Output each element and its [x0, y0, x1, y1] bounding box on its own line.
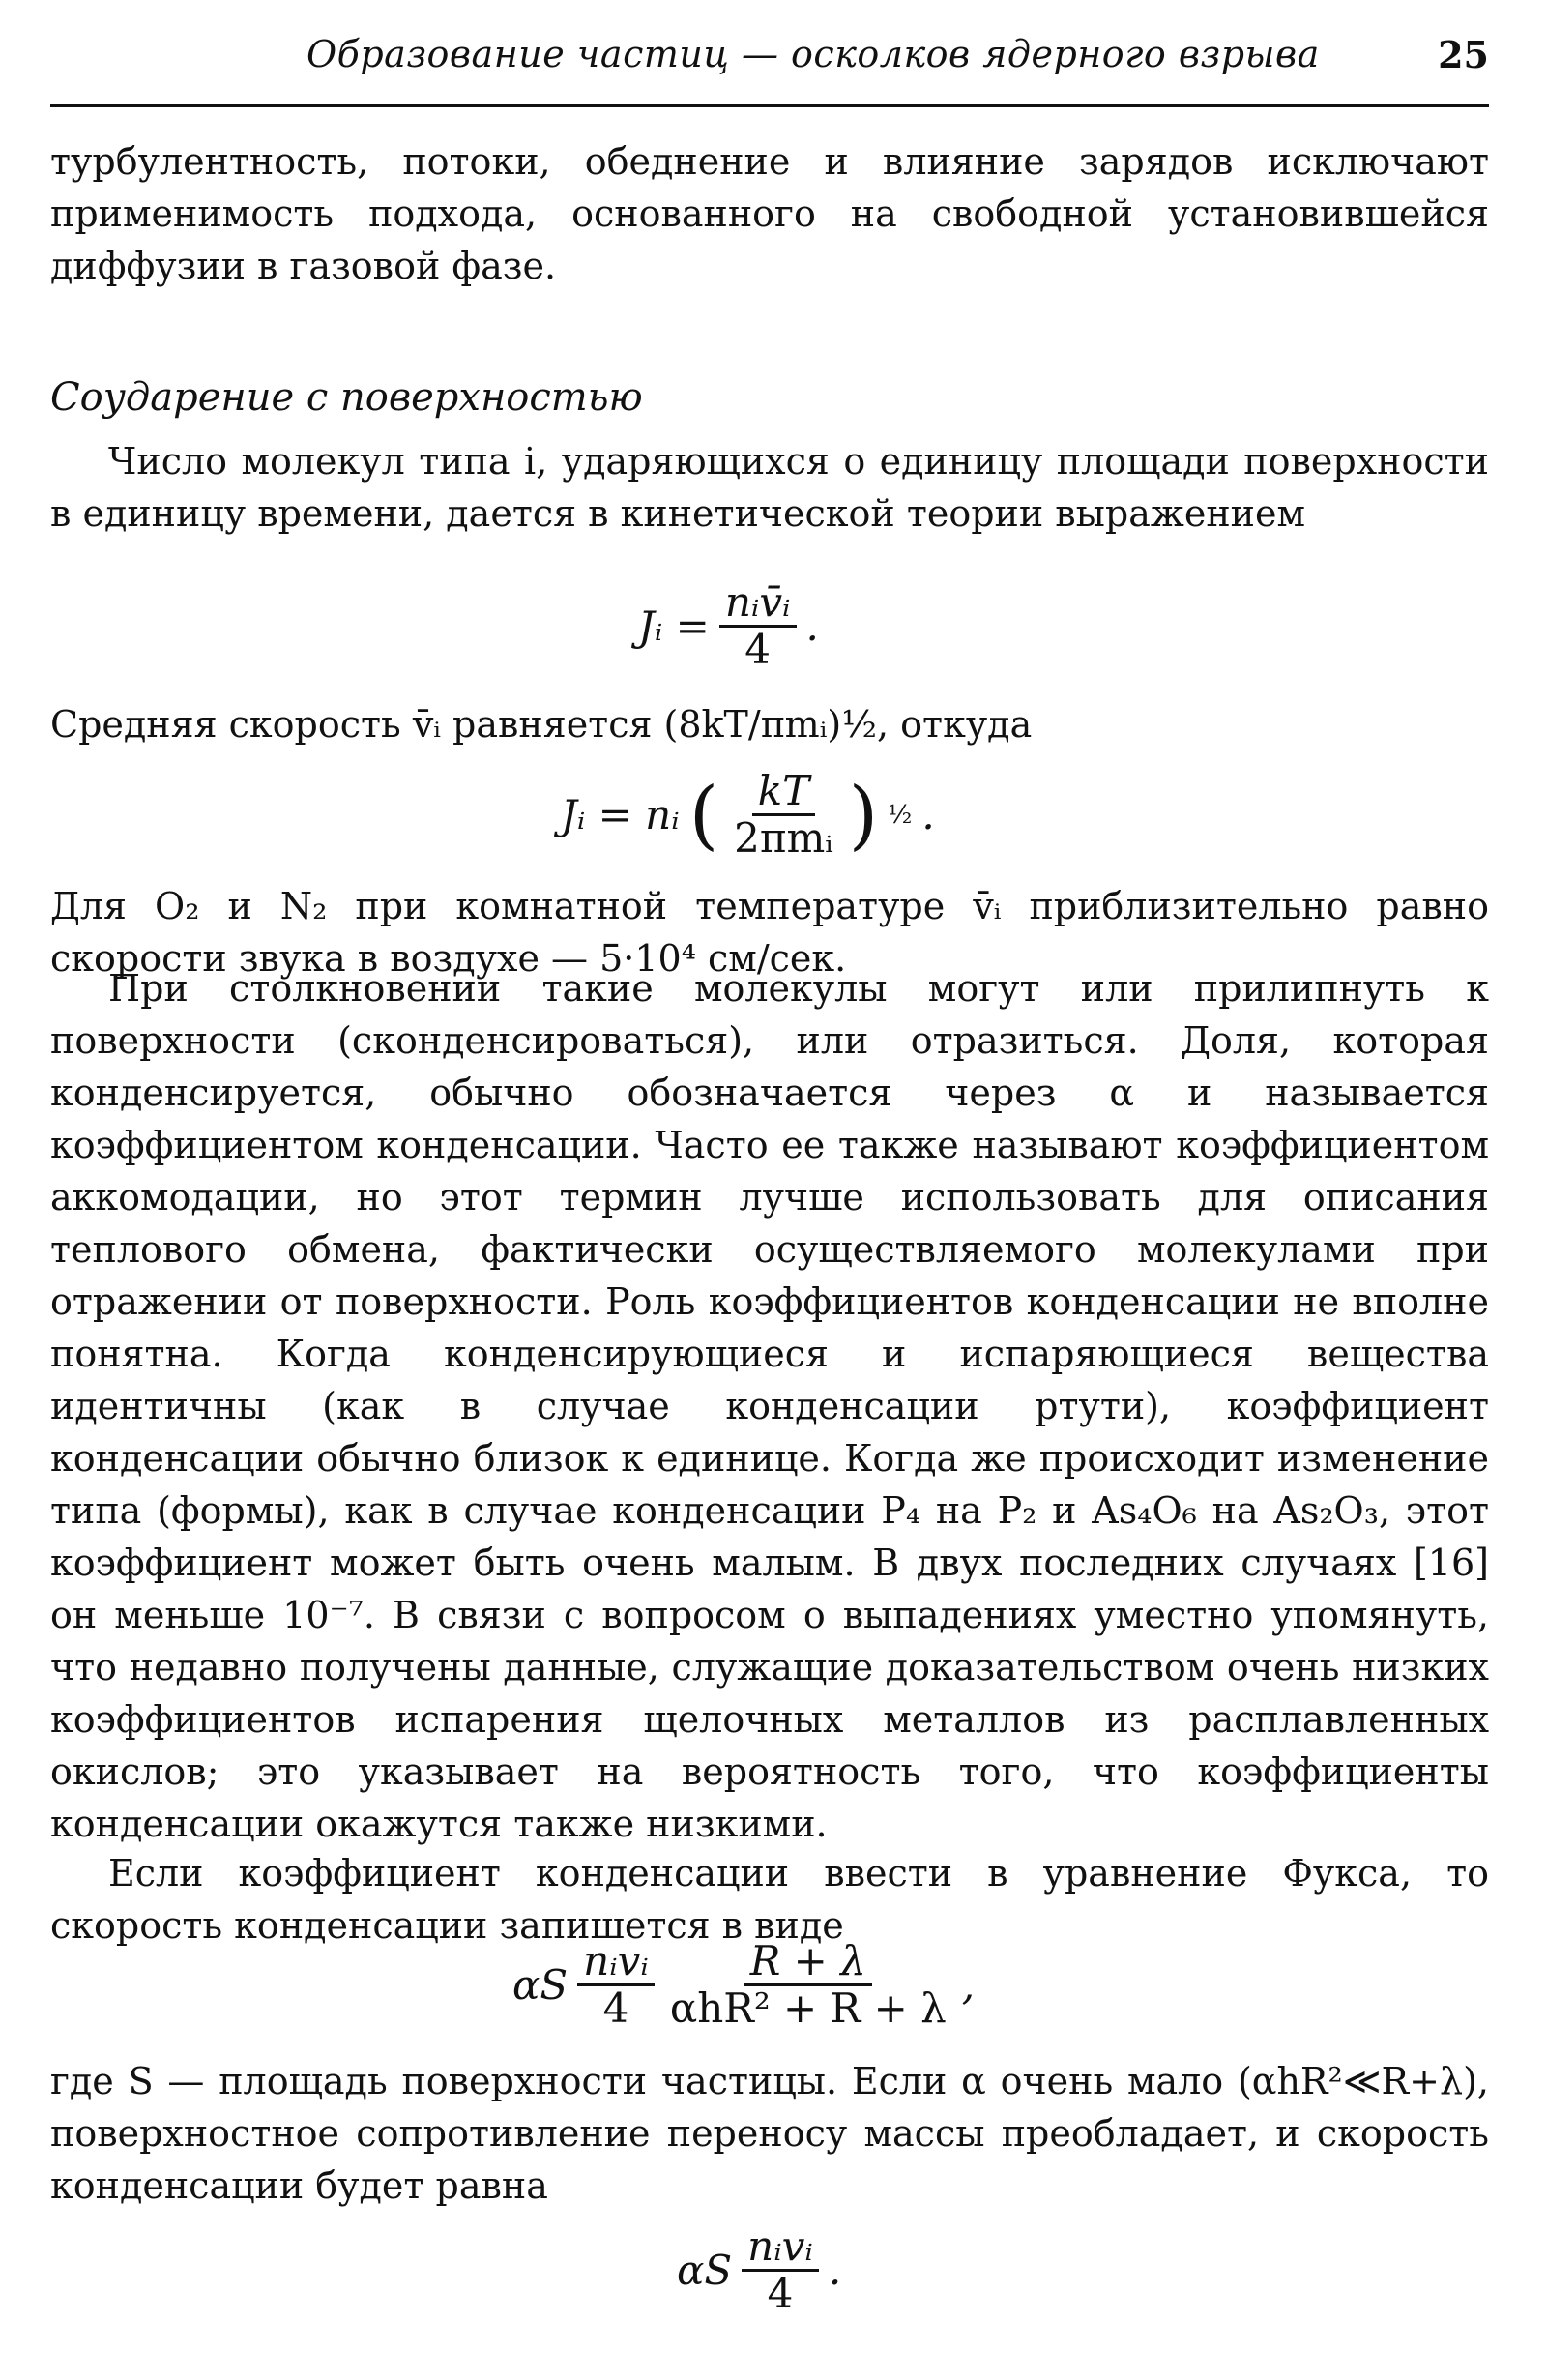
left-paren: ( [688, 771, 719, 859]
formula-flux-lhs: Jᵢ = [638, 602, 710, 650]
paragraph-3: Средняя скорость v̄ᵢ равняется (8kT/πmᵢ)½, откуда [50, 703, 1033, 746]
formula-coef: αS [677, 2247, 733, 2294]
formula-fraction-1 [577, 1939, 655, 2031]
fraction-numerator: R + λ [744, 1939, 872, 1986]
paragraph-1: турбулентность, потоки, обеднение и влияние зарядов исключают применимость подхода, основанного на свободной установившейся диффузии в газовой фазе. [50, 140, 1489, 287]
section-heading: Соударение с поверхностью [50, 375, 643, 420]
paragraph-7: где S — площадь поверхности частицы. Если α очень мало (αhR²≪R+λ), поверхностное сопротивление переносу массы преобладает, и скорость конденсации будет равна [50, 2060, 1489, 2207]
fraction-numerator: nᵢv̄ᵢ [719, 580, 797, 628]
exponent: ½ [888, 800, 913, 830]
fraction-denominator: 4 [744, 626, 772, 673]
fraction-denominator: αhR² + R + λ [669, 1984, 947, 2032]
header-title: Образование частиц — осколков ядерного взрыва [306, 33, 1320, 75]
formula-punct: . [805, 602, 819, 650]
fraction-denominator: 4 [767, 2270, 794, 2317]
paragraph-2: Число молекул типа i, ударяющихся о единицу площади поверхности в единицу времени, дается в кинетической теории выражением [50, 440, 1489, 535]
fraction-numerator: kT [752, 769, 815, 816]
formula-punct: . [828, 2247, 842, 2294]
formula-flux [638, 580, 819, 672]
right-paren: ) [848, 771, 879, 859]
fraction-denominator: 4 [602, 1984, 629, 2032]
formula-flux-expanded-lhs: Jᵢ = nᵢ [561, 791, 680, 838]
paragraph-5: При столкновении такие молекулы могут или прилипнуть к поверхности (сконденсироваться), или отразиться. Доля, которая конденсируется, обычно обозначается через α и называется коэффициентом конденсации. Часто ее также называют коэффициентом аккомодации, но этот термин лучше использовать для описания теплового обмена, фактически осуществляемого молекулами при отражении от поверхности. Роль коэффициентов конденсации не вполне понятна. Когда конденсирующиеся и испаряющиеся вещества идентичны (как в случае конденсации ртути), коэффициент конденсации обычно близок к единице. Когда же происходит изменение типа (формы), как в случае конденсации P₄ на P₂ и As₄O₆ на As₂O₃, этот коэффициент может быть очень малым. В двух последних случаях [16] он меньше 10⁻⁷. В связи с вопросом о выпадениях уместно упомянуть, что недавно получены данные, служащие доказательством очень низких коэффициентов испарения щелочных металлов из расплавленных окислов; это указывает на вероятность того, что коэффициенты конденсации окажутся также низкими. [50, 967, 1489, 1845]
formula-limited-rate [677, 2224, 841, 2316]
formula-condensation-rate [512, 1939, 975, 2031]
fraction-denominator: 2πmᵢ [734, 814, 833, 862]
formula-flux-expanded [561, 769, 935, 861]
formula-flux-fraction [719, 580, 797, 672]
paragraph-4: Для O₂ и N₂ при комнатной температуре v̄ᵢ приблизительно равно скорости звука в воздухе — 5·10⁴ см/сек. [50, 885, 1489, 980]
formula-fraction [742, 2224, 819, 2316]
formula-punct: . [921, 791, 935, 838]
fraction-numerator: nᵢvᵢ [577, 1939, 655, 1986]
formula-flux-expanded-fraction [728, 769, 839, 861]
running-header [50, 27, 1489, 107]
paragraph-6: Если коэффициент конденсации ввести в уравнение Фукса, то скорость конденсации запишется в виде [50, 1852, 1489, 1947]
formula-fraction-2 [664, 1939, 952, 2031]
fraction-numerator: nᵢvᵢ [742, 2224, 819, 2272]
formula-coef: αS [512, 1961, 569, 2009]
page-number: 25 [1438, 33, 1489, 76]
formula-punct: , [961, 1961, 976, 2009]
